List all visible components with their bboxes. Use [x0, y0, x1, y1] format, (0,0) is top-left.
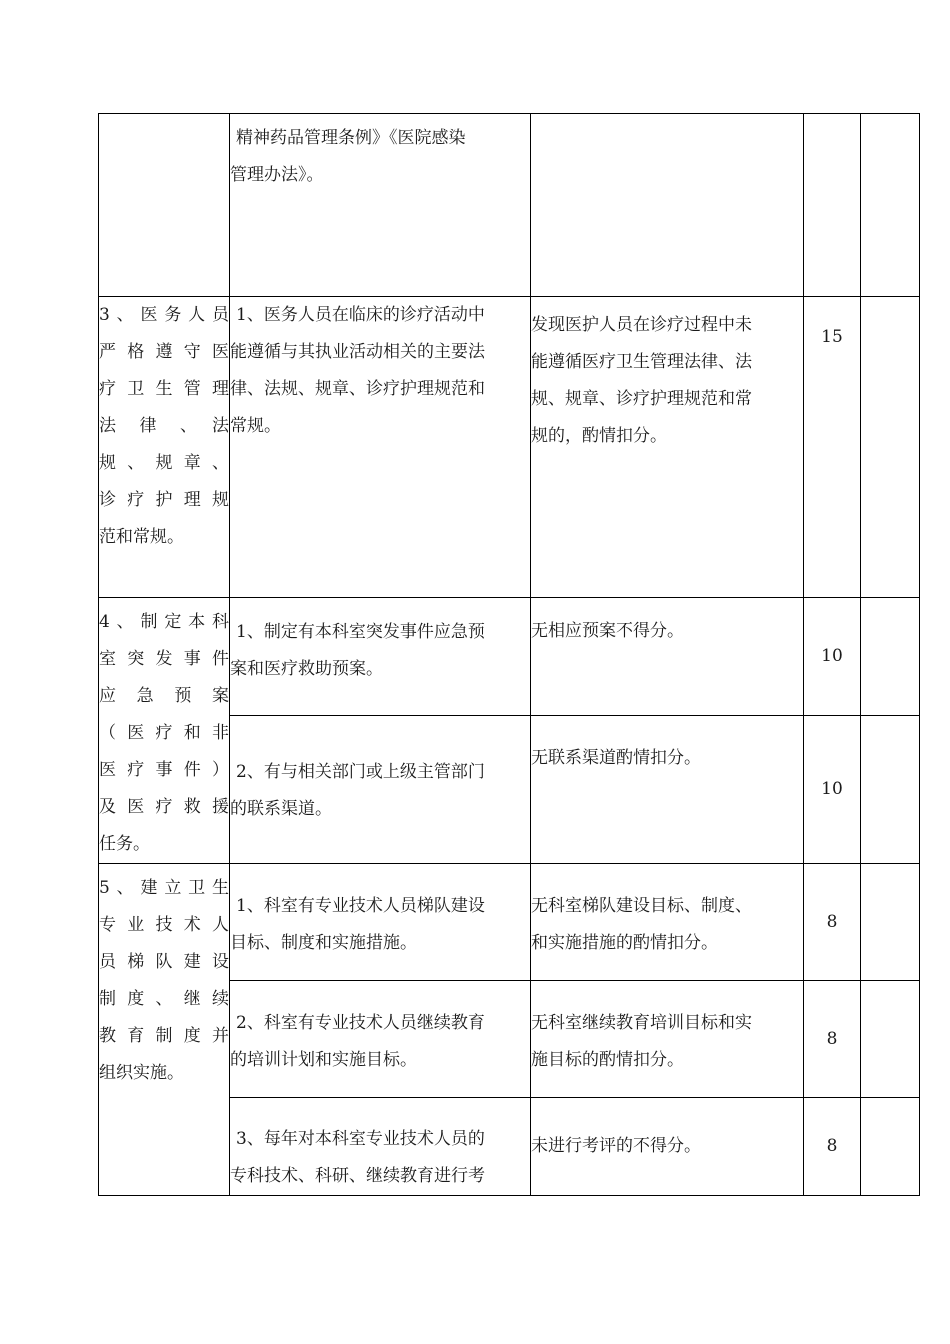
category-line: 教育制度并: [99, 1026, 229, 1046]
item-cell: [230, 716, 531, 864]
table-row-4a: [99, 598, 920, 716]
item-line: 3、每年对本科室专业技术人员的: [236, 1129, 485, 1149]
criteria-cell: [531, 297, 804, 598]
item-line: 精神药品管理条例》《医院感染: [236, 128, 466, 148]
remark-cell: [861, 864, 920, 981]
criteria-line: 规的，酌情扣分。: [531, 426, 667, 446]
item-line: 律、法规、规章、诊疗护理规范和: [230, 379, 485, 399]
criteria-line: 和实施措施的酌情扣分。: [531, 933, 718, 953]
criteria-cell: [531, 114, 804, 297]
item-line: 1、科室有专业技术人员梯队建设: [236, 896, 485, 916]
criteria-line: 无科室梯队建设目标、制度、: [531, 896, 752, 916]
score-cell: 8: [804, 864, 861, 981]
item-line: 管理办法》。: [230, 165, 324, 185]
criteria-line: 施目标的酌情扣分。: [531, 1050, 684, 1070]
remark-cell: [861, 981, 920, 1098]
score-cell: [804, 114, 861, 297]
criteria-cell: [531, 598, 804, 716]
table-row-continuation: [99, 114, 920, 297]
table-row-3: [99, 297, 920, 598]
item-line: 案和医疗救助预案。: [230, 659, 383, 679]
score-cell: 8: [804, 1098, 861, 1196]
remark-cell: [861, 297, 920, 598]
criteria-line: 发现医护人员在诊疗过程中未: [531, 315, 752, 335]
category-line: 任务。: [99, 834, 150, 854]
category-cell: [99, 297, 230, 598]
category-line: 诊疗护理规: [99, 490, 229, 510]
criteria-line: 无相应预案不得分。: [531, 621, 684, 641]
remark-cell: [861, 598, 920, 716]
score-cell: 15: [804, 297, 861, 598]
item-line: 目标、制度和实施措施。: [230, 933, 417, 953]
score-cell: 10: [804, 598, 861, 716]
category-line: 应 急 预 案: [99, 686, 229, 706]
item-cell: [230, 114, 531, 297]
item-line: 2、有与相关部门或上级主管部门: [236, 762, 485, 783]
remark-cell: [861, 716, 920, 864]
category-line: 制度、继续: [99, 989, 229, 1009]
remark-cell: [861, 114, 920, 297]
item-line: 的培训计划和实施目标。: [230, 1050, 417, 1070]
category-line: 规、规章、: [99, 453, 229, 473]
category-line: 严格遵守医: [99, 342, 229, 362]
table-row-5a: [99, 864, 920, 981]
criteria-line: 未进行考评的不得分。: [531, 1136, 701, 1156]
category-line: 3、医务人员: [99, 305, 229, 325]
category-line: 室突发事件: [99, 649, 229, 669]
category-line: 疗卫生管理: [99, 379, 229, 399]
item-line: 1、医务人员在临床的诊疗活动中: [236, 305, 485, 325]
item-line: 专科技术、科研、继续教育进行考: [230, 1166, 485, 1186]
score-cell: 10: [804, 716, 861, 864]
criteria-line: 规、规章、诊疗护理规范和常: [531, 389, 752, 409]
criteria-cell: [531, 864, 804, 981]
criteria-line: 无科室继续教育培训目标和实: [531, 1013, 752, 1033]
criteria-line: 能遵循医疗卫生管理法律、法: [531, 352, 752, 372]
category-cell: [99, 114, 230, 297]
item-line: 常规。: [230, 416, 281, 436]
item-cell: [230, 598, 531, 716]
item-cell: [230, 981, 531, 1098]
item-cell: [230, 1098, 531, 1196]
score-cell: 8: [804, 981, 861, 1098]
item-line: 能遵循与其执业活动相关的主要法: [230, 342, 485, 362]
criteria-cell: [531, 1098, 804, 1196]
category-line: 及医疗救援: [99, 797, 229, 817]
item-line: 1、制定有本科室突发事件应急预: [236, 622, 485, 642]
item-line: 2、科室有专业技术人员继续教育: [236, 1013, 485, 1033]
category-line: 5、建立卫生: [99, 878, 229, 898]
category-line: 4、制定本科: [99, 612, 229, 632]
category-line: 法 律 、 法: [99, 416, 229, 436]
criteria-line: 无联系渠道酌情扣分。: [531, 748, 701, 769]
category-line: （医疗和非: [99, 723, 229, 743]
criteria-cell: [531, 716, 804, 864]
category-line: 员梯队建设: [99, 952, 229, 972]
item-line: 的联系渠道。: [230, 799, 332, 820]
item-cell: [230, 297, 531, 598]
remark-cell: [861, 1098, 920, 1196]
item-cell: [230, 864, 531, 981]
criteria-cell: [531, 981, 804, 1098]
category-cell: [99, 864, 230, 1196]
category-line: 范和常规。: [99, 527, 184, 547]
category-line: 组织实施。: [99, 1063, 184, 1083]
category-line: 医疗事件）: [99, 760, 229, 780]
category-cell: [99, 598, 230, 864]
category-line: 专业技术人: [99, 915, 229, 935]
evaluation-table: [98, 113, 920, 1196]
